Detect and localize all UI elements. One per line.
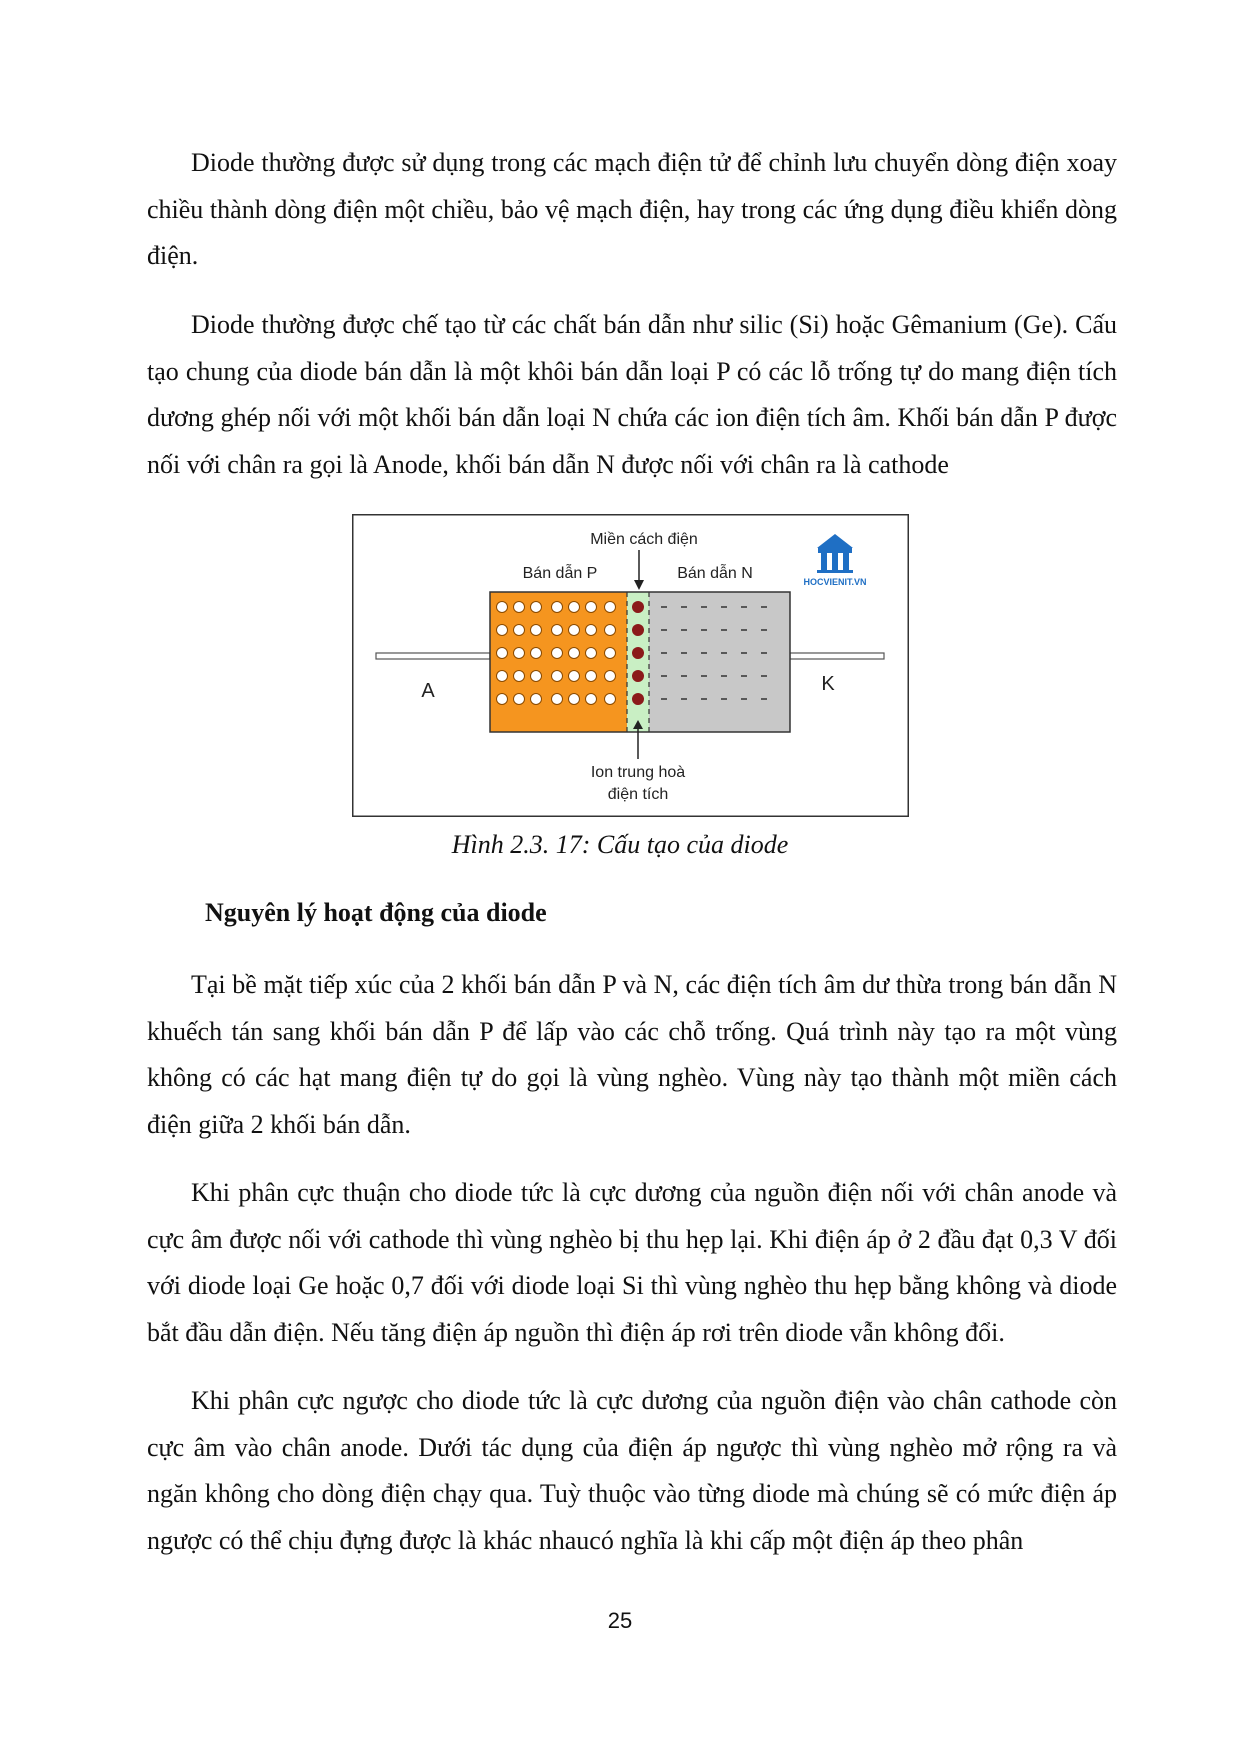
hole-particle <box>514 671 525 682</box>
label-cathode: K <box>821 673 835 695</box>
hole-particle <box>569 602 580 613</box>
hole-particle <box>531 648 542 659</box>
ion-particle <box>632 670 644 682</box>
hole-particle <box>569 671 580 682</box>
hole-particle <box>552 625 563 636</box>
hole-particle <box>514 648 525 659</box>
hole-particle <box>569 694 580 705</box>
hole-particle <box>605 602 616 613</box>
label-ion-line2: điện tích <box>607 786 669 803</box>
hole-particle <box>514 694 525 705</box>
label-anode: A <box>421 680 435 702</box>
hole-particle <box>531 694 542 705</box>
label-insulation: Miền cách điện <box>590 531 698 548</box>
hole-particle <box>497 671 508 682</box>
hole-particle <box>552 694 563 705</box>
hole-particle <box>497 694 508 705</box>
n-region <box>649 592 790 732</box>
hole-particle <box>552 648 563 659</box>
paragraph-3: Tại bề mặt tiếp xúc của 2 khối bán dẫn P và N, các điện tích âm dư thừa trong bán dẫn N khuếch tán sang khối bán dẫn P để lấp vào các chỗ trống. Quá trình này tạo ra một vùng không có các hạt mang điện tự do gọi là vùng nghèo. Vùng này tạo thành một miền cách điện giữa 2 khối bán dẫn. <box>147 970 1117 1139</box>
hole-particle <box>605 694 616 705</box>
hole-particle <box>569 625 580 636</box>
hole-particle <box>552 602 563 613</box>
p-region <box>490 592 627 732</box>
page-number: 25 <box>607 1608 633 1633</box>
hole-particle <box>586 602 597 613</box>
ion-particle <box>632 624 644 636</box>
section-heading: Nguyên lý hoạt động của diode <box>205 898 547 927</box>
hole-particle <box>586 694 597 705</box>
paragraph-2: Diode thường được chế tạo từ các chất bán dẫn như silic (Si) hoặc Gêmanium (Ge). Cấu tạo chung của diode bán dẫn là một khôi bán dẫn loại P có các lỗ trống tự do mang điện tích dương ghép nối với một khối bán dẫn loại N chứa các ion điện tích âm. Khối bán dẫn P được nối với chân ra gọi là Anode, khối bán dẫn N được nối với chân ra là cathode <box>147 310 1117 479</box>
hole-particle <box>605 625 616 636</box>
anode-lead <box>376 653 490 659</box>
hole-particle <box>497 648 508 659</box>
hole-particle <box>531 625 542 636</box>
label-p: Bán dẫn P <box>522 565 598 582</box>
hole-particle <box>514 625 525 636</box>
hole-particle <box>605 671 616 682</box>
hole-particle <box>497 625 508 636</box>
hole-particle <box>586 625 597 636</box>
hole-particle <box>531 671 542 682</box>
cathode-lead <box>790 653 884 659</box>
hole-particle <box>514 602 525 613</box>
ion-particle <box>632 647 644 659</box>
paragraph-1: Diode thường được sử dụng trong các mạch điện tử để chỉnh lưu chuyển dòng điện xoay chiều thành dòng điện một chiều, bảo vệ mạch điện, hay trong các ứng dụng điều khiển dòng điện. <box>147 148 1117 270</box>
figure-caption: Hình 2.3. 17: Cấu tạo của diode <box>451 830 789 859</box>
paragraph-5: Khi phân cực ngược cho diode tức là cực dương của nguồn điện vào chân cathode còn cực âm vào chân anode. Dưới tác dụng của điện áp ngược thì vùng nghèo mở rộng ra và ngăn không cho dòng điện chạy qua. Tuỳ thuộc vào từng diode mà chúng sẽ có mức điện áp ngược có thể chịu đựng được là khác nhaucó nghĩa là khi cấp một điện áp theo phân <box>147 1386 1117 1555</box>
label-n: Bán dẫn N <box>677 565 753 582</box>
hole-particle <box>569 648 580 659</box>
diode-structure-figure <box>352 514 909 817</box>
hole-particle <box>531 602 542 613</box>
ion-particle <box>632 693 644 705</box>
hole-particle <box>497 602 508 613</box>
label-ion-line1: Ion trung hoà <box>590 764 686 781</box>
logo-text: HOCVIENIT.VN <box>803 577 867 587</box>
paragraph-4: Khi phân cực thuận cho diode tức là cực dương của nguồn điện nối với chân anode và cực âm được nối với cathode thì vùng nghèo bị thu hẹp lại. Khi điện áp ở 2 đầu đạt 0,3 V đối với diode loại Ge hoặc 0,7 đối với diode loại Si thì vùng nghèo thu hẹp bằng không và diode bắt đầu dẫn điện. Nếu tăng điện áp nguồn thì điện áp rơi trên diode vẫn không đổi. <box>147 1178 1117 1347</box>
hole-particle <box>605 648 616 659</box>
ion-particle <box>632 601 644 613</box>
hole-particle <box>552 671 563 682</box>
hole-particle <box>586 648 597 659</box>
hole-particle <box>586 671 597 682</box>
